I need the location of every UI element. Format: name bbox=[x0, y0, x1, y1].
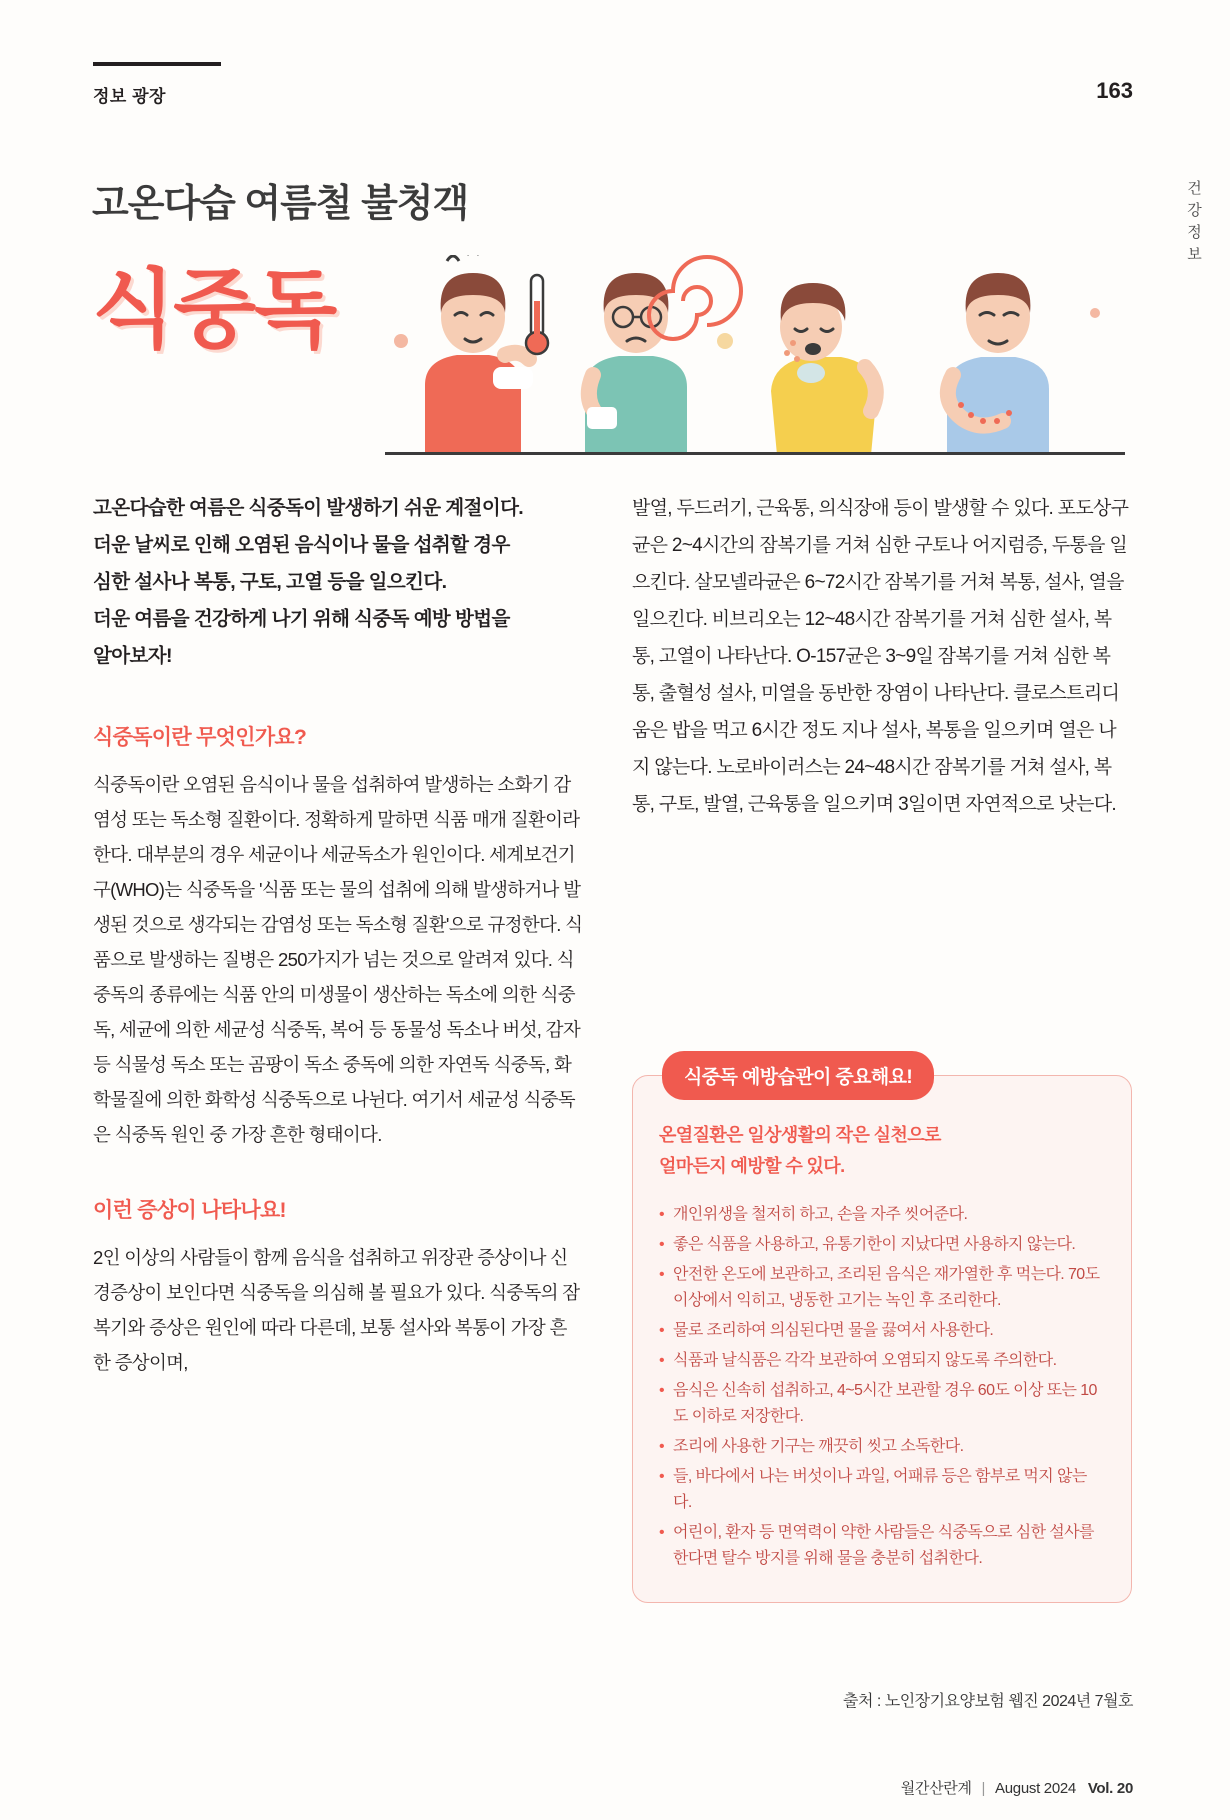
section-body-what-is: 식중독이란 오염된 음식이나 물을 섭취하여 발생하는 소화기 감염성 또는 독소형 질환이다. 정확하게 말하면 식품 매개 질환이라 한다. 대부분의 경우 세균이나 세균독소가 원인이다. 세계보건기구(WHO)는 식중독을 '식품 또는 물의 섭취에 의해 발생하거나 발생된 것으로 생각되는 감염성 또는 독소형 질환'으로 규정한다. 식품으로 발생하는 질병은 250가지가 넘는 것으로 알려져 있다. 식중독의 종류에는 식품 안의 미생물이 생산하는 독소에 의한 식중독, 세균에 의한 세균성 식중독, 복어 등 동물성 독소나 버섯, 감자 등 식물성 독소 또는 곰팡이 독소 중독에 의한 자연독 식중독, 화학물질에 의한 화학성 식중독으로 나뉜다. 여기서 세균성 식중독은 식중독 원인 중 가장 흔한 형태이다. bbox=[93, 774, 583, 1145]
source-line: 출처 : 노인장기요양보험 웹진 2024년 7월호 bbox=[842, 1693, 1133, 1710]
tip-subtitle bbox=[659, 1120, 1105, 1182]
page-number: 163 bbox=[1096, 78, 1133, 103]
tip-subtitle-line-1: 온열질환은 일상생활의 작은 실천으로 bbox=[659, 1125, 941, 1145]
side-tab-char-1: 건 bbox=[1187, 180, 1203, 197]
tip-list-item: • 어린이, 환자 등 면역력이 약한 사람들은 식중독으로 심한 설사를 한다면 탈수 방지를 위해 물을 충분히 섭취한다. bbox=[659, 1520, 1105, 1572]
footer-magazine: 월간산란계 bbox=[900, 1780, 972, 1797]
footer-date: August 2024 bbox=[995, 1780, 1076, 1797]
tip-subtitle-line-2: 얼마든지 예방할 수 있다. bbox=[659, 1156, 845, 1176]
section-label: 정보 광장 bbox=[93, 87, 166, 106]
lead-line-5: 알아보자! bbox=[93, 645, 172, 667]
side-tab-char-3: 정 bbox=[1187, 224, 1203, 241]
article-title: 식중독 bbox=[92, 262, 336, 358]
left-column bbox=[93, 490, 583, 1380]
lead-line-1: 고온다습한 여름은 식중독이 발생하기 쉬운 계절이다. bbox=[93, 497, 524, 519]
lead-line-4: 더운 여름을 건강하게 나기 위해 식중독 예방 방법을 bbox=[93, 608, 510, 630]
figure-nausea bbox=[585, 257, 741, 455]
figure-rash bbox=[947, 273, 1100, 455]
lead-paragraph bbox=[93, 490, 583, 675]
section-heading-what-is: 식중독이란 무엇인가요? bbox=[93, 726, 307, 749]
article-subtitle: 고온다습 여름철 불청객 bbox=[92, 183, 469, 225]
footer-separator: | bbox=[981, 1780, 986, 1797]
tip-list bbox=[659, 1202, 1105, 1572]
tip-list-item: • 물로 조리하여 의심된다면 물을 끓여서 사용한다. bbox=[659, 1318, 1105, 1344]
side-tab bbox=[1182, 178, 1208, 266]
right-column-body: 발열, 두드러기, 근육통, 의식장애 등이 발생할 수 있다. 포도상구균은 2~4시간의 잠복기를 거쳐 심한 구토나 어지럼증, 두통을 일으킨다. 살모넬라균은 6~72시간 잠복기를 거쳐 복통, 설사, 열을 일으킨다. 비브리오는 12~48시간 잠복기를 거쳐 심한 설사, 복통, 고열이 나타난다. O-157균은 3~9일 잠복기를 거쳐 심한 복통, 출혈성 설사, 미열을 동반한 장염이 나타난다. 클로스트리디움은 밥을 먹고 6시간 정도 지나 설사, 복통을 일으키며 열은 나지 않는다. 노로바이러스는 24~48시간 잠복기를 거쳐 설사, 복통, 구토, 발열, 근육통을 일으키며 3일이면 자연적으로 낫는다. bbox=[632, 498, 1129, 815]
footer-volume: Vol. 20 bbox=[1087, 1780, 1133, 1797]
side-tab-char-2: 강 bbox=[1187, 202, 1203, 219]
prevention-tip-box bbox=[632, 1075, 1132, 1603]
tip-list-item: • 식품과 날식품은 각각 보관하여 오염되지 않도록 주의한다. bbox=[659, 1348, 1105, 1374]
figure-vomiting bbox=[771, 283, 877, 455]
side-tab-char-4: 보 bbox=[1187, 246, 1203, 263]
header-rule bbox=[93, 62, 221, 66]
tip-list-item: • 들, 바다에서 나는 버섯이나 과일, 어패류 등은 함부로 먹지 않는다. bbox=[659, 1464, 1105, 1516]
section-heading-symptoms: 이런 증상이 나타나요! bbox=[93, 1199, 286, 1222]
tip-list-item: • 음식은 신속히 섭취하고, 4~5시간 보관할 경우 60도 이상 또는 10도 이하로 저장한다. bbox=[659, 1378, 1105, 1430]
tip-box-title: 식중독 예방습관이 중요해요! bbox=[662, 1051, 934, 1100]
tip-list-item: • 안전한 온도에 보관하고, 조리된 음식은 재가열한 후 먹는다. 70도 이상에서 익히고, 냉동한 고기는 녹인 후 조리한다. bbox=[659, 1262, 1105, 1314]
tip-list-item: • 조리에 사용한 기구는 깨끗히 씻고 소독한다. bbox=[659, 1434, 1105, 1460]
tip-list-item: • 개인위생을 철저히 하고, 손을 자주 씻어준다. bbox=[659, 1202, 1105, 1228]
tip-list-item: • 좋은 식품을 사용하고, 유통기한이 지났다면 사용하지 않는다. bbox=[659, 1232, 1105, 1258]
lead-line-3: 심한 설사나 복통, 구토, 고열 등을 일으킨다. bbox=[93, 571, 447, 593]
page-footer bbox=[901, 1777, 1133, 1798]
illustration-baseline bbox=[385, 452, 1125, 455]
sick-people-illustration bbox=[385, 255, 1125, 455]
right-column bbox=[632, 490, 1132, 823]
lead-line-2: 더운 날씨로 인해 오염된 음식이나 물을 섭취할 경우 bbox=[93, 534, 510, 556]
figure-headache bbox=[394, 255, 548, 455]
section-body-symptoms: 2인 이상의 사람들이 함께 음식을 섭취하고 위장관 증상이나 신경증상이 보인다면 식중독을 의심해 볼 필요가 있다. 식중독의 잠복기와 증상은 원인에 따라 다른데, 보통 설사와 복통이 가장 흔한 증상이며, bbox=[93, 1247, 580, 1373]
